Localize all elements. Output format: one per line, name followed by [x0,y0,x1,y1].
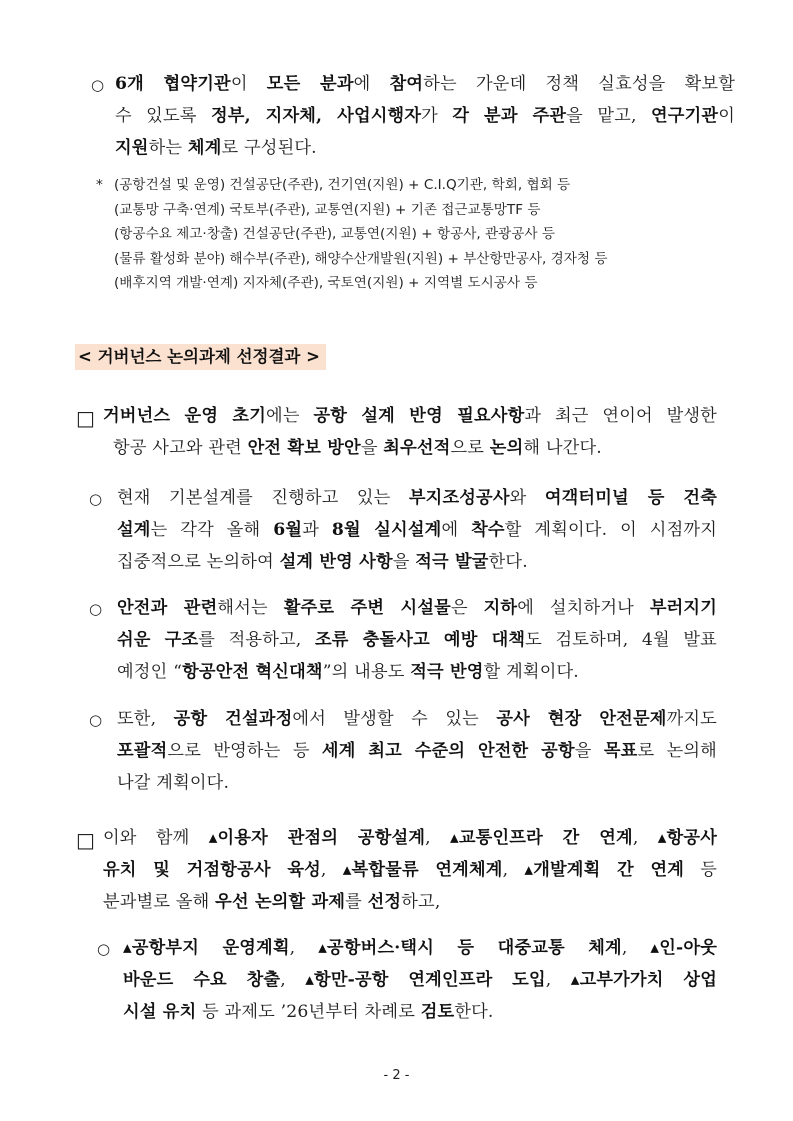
intro-line-2: 수 있도록 정부, 지자체, 사업시행자가 각 분과 주관을 맡고, 연구기관이 [115,106,736,126]
s1a-line-3: 집중적으로 논의하여 설계 반영 사항을 적극 발굴한다. [117,552,528,572]
s1c-line-2: 포괄적으로 반영하는 등 세계 최고 수준의 안전한 공항을 목표로 논의해 [117,741,717,761]
section-2a-paragraph [123,932,717,1028]
section-1c-paragraph [117,703,717,799]
section-1a-paragraph [117,482,717,578]
circle-bullet: ○ [89,490,103,508]
s2a-line-3: 시설 유치 등 과제도 ’26년부터 차례로 검토한다. [123,1002,494,1022]
s1b-line-1: 안전과 관련해서는 활주로 주변 시설물은 지하에 설치하거나 부러지기 [117,598,718,618]
s2-line-1: 이와 함께 ▴이용자 관점의 공항설계, ▴교통인프라 간 연계, ▴항공사 [103,828,718,848]
intro-line-1: 6개 협약기관이 모든 분과에 참여하는 가운데 정책 실효성을 확보할 [115,74,736,94]
circle-bullet: ○ [91,76,105,94]
section-heading: < 거버넌스 논의과제 선정결과 > [75,344,326,370]
footnote-block [96,173,736,296]
footnote-line: (항공수요 제고·창출) 건설공단(주관), 교통연(지원) + 항공사, 관광공사 등 [114,226,555,242]
s1b-line-3: 예정인 “항공안전 혁신대책”의 내용도 적극 반영할 계획이다. [117,662,579,682]
section-1b-paragraph [117,592,717,688]
page-number: - 2 - [383,1068,410,1083]
section-1-paragraph [103,400,717,464]
circle-bullet: ○ [89,600,103,618]
footnote-line: (물류 활성화 분야) 해수부(주관), 해양수산개발원(지원) + 부산항만공사, 경자청 등 [114,250,608,267]
s2-line-2: 유치 및 거점항공사 육성, ▴복합물류 연계체계, ▴개발계획 간 연계 등 [103,860,718,880]
circle-bullet: ○ [89,711,103,729]
footnote-line: (공항건설 및 운영) 건설공단(주관), 건기연(지원) + C.I.Q기관, 학회, 협회 등 [114,177,571,193]
s2a-line-1: ▴공항부지 운영계획, ▴공항버스·택시 등 대중교통 체계, ▴인-아웃 [123,938,717,958]
s1a-line-2: 설계는 각각 올해 6월과 8월 실시설계에 착수할 계획이다. 이 시점까지 [117,520,718,540]
s2-line-3: 분과별로 올해 우선 논의할 과제를 선정하고, [103,892,441,912]
s1a-line-1: 현재 기본설계를 진행하고 있는 부지조성공사와 여객터미널 등 건축 [117,488,717,508]
s1-line-2: 항공 사고와 관련 안전 확보 방안을 최우선적으로 논의해 나간다. [113,438,602,458]
square-bullet: □ [76,828,95,852]
footnote-line: (교통망 구축·연계) 국토부(주관), 교통연(지원) + 기존 접근교통망TF 등 [114,201,541,218]
s1c-line-3: 나갈 계획이다. [117,773,230,793]
circle-bullet: ○ [97,940,111,958]
square-bullet: □ [76,406,95,430]
footnote-asterisk: * [96,177,103,193]
s1c-line-1: 또한, 공항 건설과정에서 발생할 수 있는 공사 현장 안전문제까지도 [117,709,717,729]
intro-paragraph [115,68,735,164]
section-2-paragraph [103,822,717,918]
intro-line-3: 지원하는 체계로 구성된다. [115,138,317,158]
s2a-line-2: 바운드 수요 창출, ▴항만-공항 연계인프라 도입, ▴고부가가치 상업 [123,970,718,990]
s1b-line-2: 쉬운 구조를 적용하고, 조류 충돌사고 예방 대책도 검토하며, 4월 발표 [117,630,717,650]
footnote-line: (배후지역 개발·연계) 지자체(주관), 국토연(지원) + 지역별 도시공사 등 [114,275,538,291]
s1-line-1: 거버넌스 운영 초기에는 공항 설계 반영 필요사항과 최근 연이어 발생한 [103,406,717,426]
